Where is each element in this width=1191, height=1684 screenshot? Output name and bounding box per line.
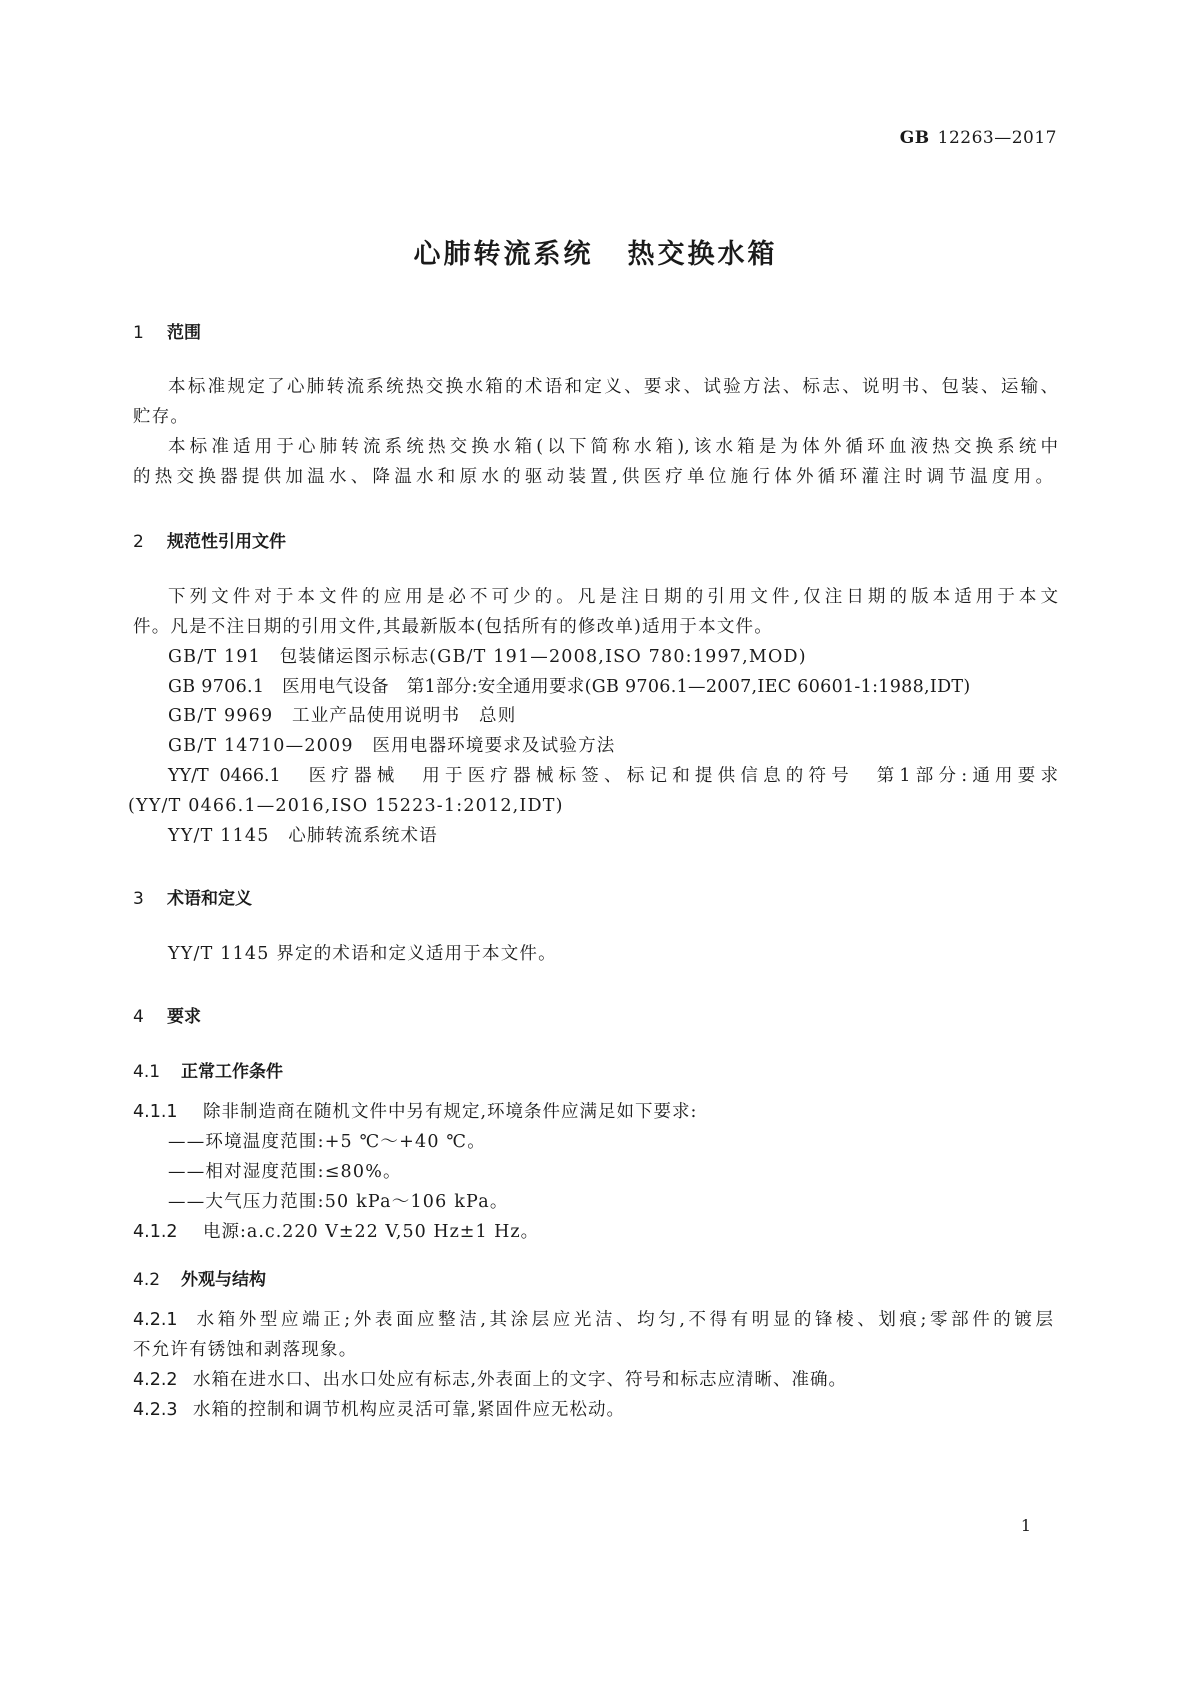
- clause-4-2-1: 4.2.1 水箱外型应端正;外表面应整洁,其涂层应光洁、均匀,不得有明显的锋棱、划痕;零部件的镀层: [133, 1310, 1053, 1330]
- standard-code: [900, 128, 1057, 148]
- title-part2: 热交换水箱: [627, 239, 778, 270]
- reference-item: GB 9706.1 医用电气设备 第1部分:安全通用要求(GB 9706.1—2007,IEC 60601-1:1988,IDT): [168, 677, 971, 697]
- clause-4-2-2: 4.2.2 水箱在进水口、出水口处应有标志,外表面上的文字、符号和标志应清晰、准确。: [133, 1370, 848, 1390]
- section-4-heading: 4 要求: [133, 1007, 201, 1027]
- reference-item: YY/T 0466.1 医疗器械 用于医疗器械标签、标记和提供信息的符号 第1部分:通用要求: [168, 766, 1058, 786]
- title-part1: 心肺转流系统: [413, 239, 594, 270]
- reference-item: GB/T 14710—2009 医用电器环境要求及试验方法: [168, 736, 616, 756]
- section-1-heading: 1 范围: [133, 323, 201, 343]
- page-number: 1: [1020, 1516, 1031, 1535]
- reference-item: GB/T 191 包装储运图示标志(GB/T 191—2008,ISO 780:1997,MOD): [168, 647, 807, 667]
- code-number: 12263—2017: [937, 128, 1057, 148]
- reference-item: GB/T 9969 工业产品使用说明书 总则: [168, 706, 517, 726]
- s1-para2-line2: 的热交换器提供加温水、降温水和原水的驱动装置,供医疗单位施行体外循环灌注时调节温度用。: [133, 467, 1053, 487]
- code-prefix: GB: [899, 128, 930, 148]
- clause-4-2-1-line2: 不允许有锈蚀和剥落现象。: [133, 1340, 358, 1360]
- s1-para2-line1: 本标准适用于心肺转流系统热交换水箱(以下简称水箱),该水箱是为体外循环血液热交换系统中: [168, 437, 1058, 457]
- section-3-heading: 3 术语和定义: [133, 889, 252, 909]
- s2-para1-line2: 件。凡是不注日期的引用文件,其最新版本(包括所有的修改单)适用于本文件。: [133, 617, 773, 637]
- condition-item: ——相对湿度范围:≤80%。: [168, 1162, 402, 1182]
- condition-item: ——大气压力范围:50 kPa～106 kPa。: [168, 1192, 509, 1212]
- clause-4-1-2: 4.1.2 电源:a.c.220 V±22 V,50 Hz±1 Hz。: [133, 1222, 540, 1242]
- section-2-heading: 2 规范性引用文件: [133, 532, 286, 552]
- section-4-1-heading: 4.1 正常工作条件: [133, 1062, 283, 1082]
- s1-para1-line2: 贮存。: [133, 407, 190, 427]
- document-title: [0, 232, 1191, 271]
- clause-4-1-1: 4.1.1 除非制造商在随机文件中另有规定,环境条件应满足如下要求:: [133, 1102, 698, 1122]
- condition-item: ——环境温度范围:+5 ℃～+40 ℃。: [168, 1132, 486, 1152]
- s3-para1: YY/T 1145 界定的术语和定义适用于本文件。: [168, 944, 557, 964]
- section-4-2-heading: 4.2 外观与结构: [133, 1270, 266, 1290]
- s1-para1-line1: 本标准规定了心肺转流系统热交换水箱的术语和定义、要求、试验方法、标志、说明书、包装、运输、: [168, 377, 1058, 397]
- clause-4-2-3: 4.2.3 水箱的控制和调节机构应灵活可靠,紧固件应无松动。: [133, 1400, 626, 1420]
- reference-item: YY/T 1145 心肺转流系统术语: [168, 826, 438, 846]
- s2-para1-line1: 下列文件对于本文件的应用是必不可少的。凡是注日期的引用文件,仅注日期的版本适用于本文: [168, 587, 1058, 607]
- reference-item: (YY/T 0466.1—2016,ISO 15223-1:2012,IDT): [128, 796, 564, 816]
